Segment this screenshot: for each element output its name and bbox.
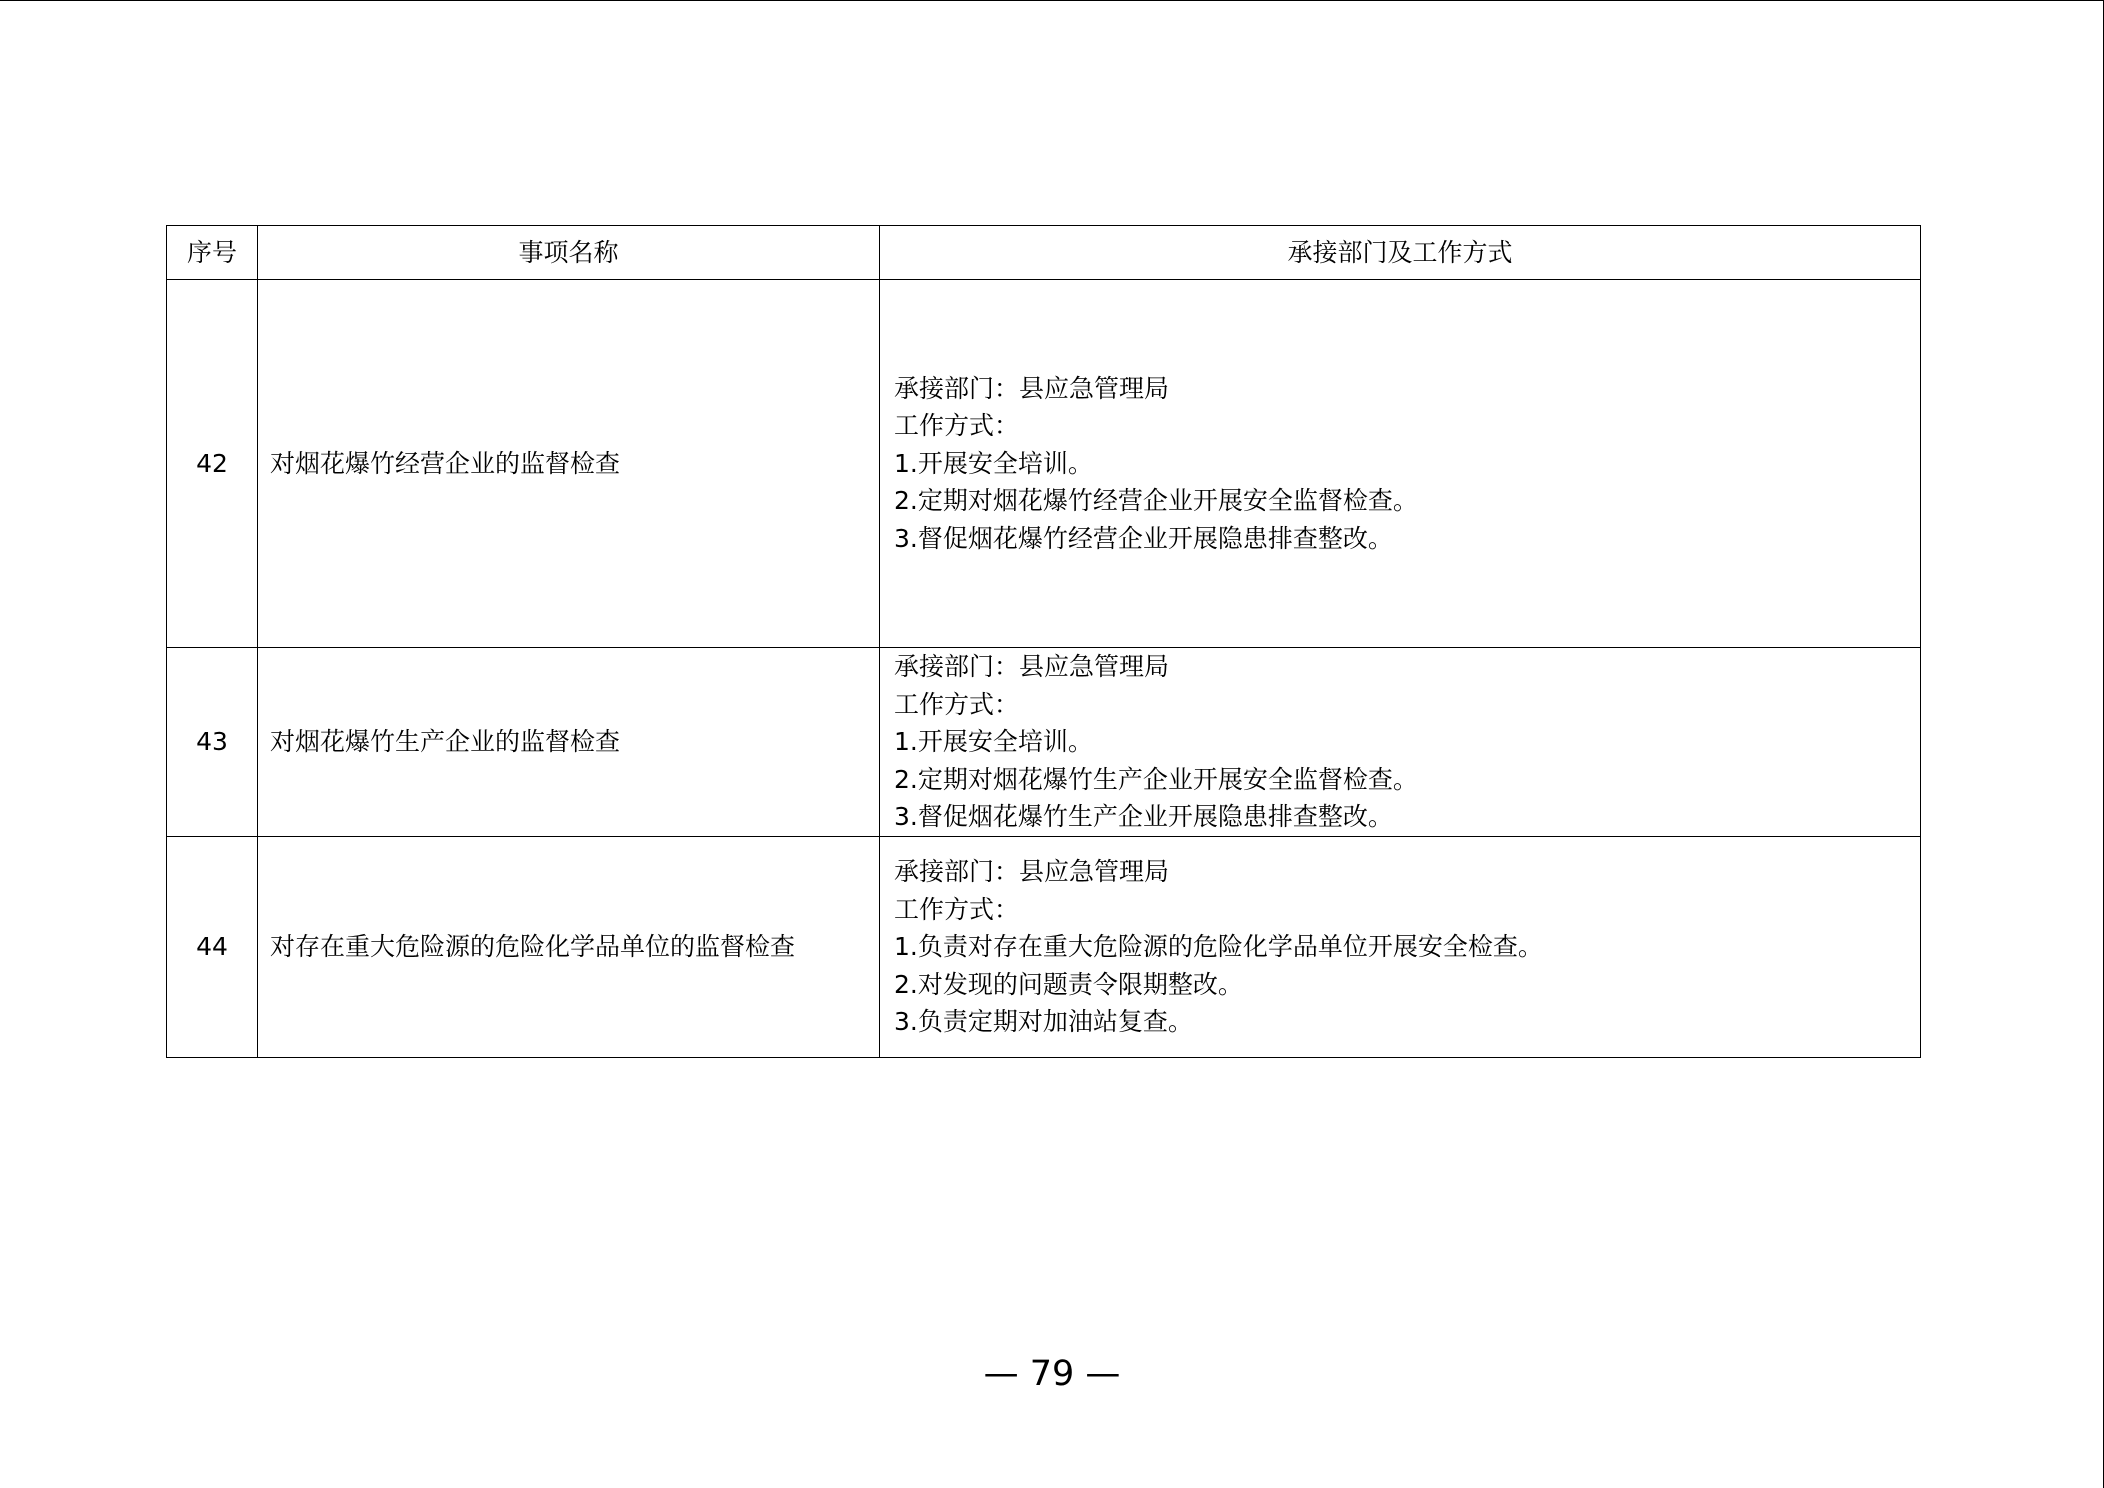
method-step: 1.负责对存在重大危险源的危险化学品单位开展安全检查。 bbox=[894, 932, 1543, 962]
row-serial-number: 44 bbox=[167, 837, 258, 1058]
method-step: 1.开展安全培训。 bbox=[894, 448, 1093, 478]
department-line: 承接部门：县应急管理局 bbox=[894, 652, 1170, 682]
row-serial-number: 42 bbox=[167, 280, 258, 648]
row-serial-number: 43 bbox=[167, 648, 258, 837]
table-row bbox=[167, 648, 1921, 837]
department-line: 承接部门：县应急管理局 bbox=[894, 857, 1170, 887]
page-top-border bbox=[0, 0, 2104, 1]
department-line: 承接部门：县应急管理局 bbox=[894, 373, 1170, 403]
row-department-and-method bbox=[880, 837, 1921, 1058]
row-item-name: 对烟花爆竹生产企业的监督检查 bbox=[258, 648, 880, 837]
row-item-name: 对存在重大危险源的危险化学品单位的监督检查 bbox=[258, 837, 880, 1058]
method-step: 3.督促烟花爆竹经营企业开展隐患排查整改。 bbox=[894, 523, 1393, 553]
method-step: 2.定期对烟花爆竹经营企业开展安全监督检查。 bbox=[894, 486, 1418, 516]
page-number: — 79 — bbox=[983, 1354, 1121, 1394]
row-department-and-method bbox=[880, 648, 1921, 837]
row-item-name: 对烟花爆竹经营企业的监督检查 bbox=[258, 280, 880, 648]
table-row bbox=[167, 280, 1921, 648]
method-step: 2.定期对烟花爆竹生产企业开展安全监督检查。 bbox=[894, 764, 1418, 794]
method-heading: 工作方式： bbox=[894, 411, 1020, 441]
method-step: 3.督促烟花爆竹生产企业开展隐患排查整改。 bbox=[894, 802, 1393, 832]
row-department-and-method bbox=[880, 280, 1921, 648]
method-step: 3.负责定期对加油站复查。 bbox=[894, 1007, 1193, 1037]
table-header-row bbox=[167, 226, 1921, 280]
table-row bbox=[167, 837, 1921, 1058]
method-heading: 工作方式： bbox=[894, 894, 1020, 924]
method-heading: 工作方式： bbox=[894, 689, 1020, 719]
method-step: 2.对发现的问题责令限期整改。 bbox=[894, 969, 1243, 999]
header-item-name: 事项名称 bbox=[258, 226, 880, 280]
method-step: 1.开展安全培训。 bbox=[894, 727, 1093, 757]
items-table bbox=[166, 225, 1921, 1058]
header-serial-number: 序号 bbox=[167, 226, 258, 280]
header-department-and-method: 承接部门及工作方式 bbox=[880, 226, 1921, 280]
